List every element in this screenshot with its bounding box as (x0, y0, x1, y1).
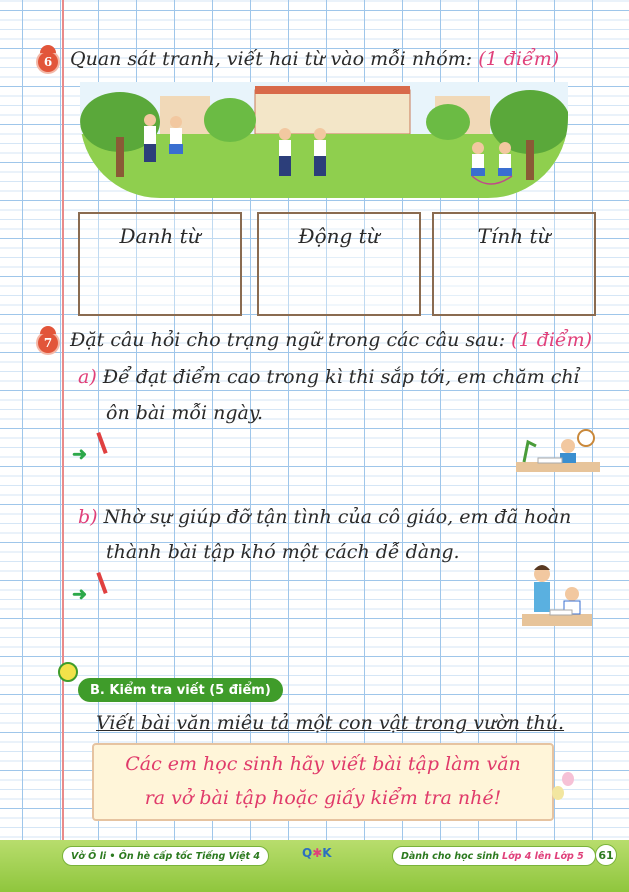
balloon-icon (562, 772, 574, 786)
school-yard-illustration (80, 82, 568, 198)
arrow-right-icon: ➜ (72, 444, 88, 465)
arrow-right-icon: ➜ (72, 584, 88, 605)
studying-boy-illustration (512, 428, 604, 476)
question-6-badge: 6 (38, 52, 58, 72)
footer-audience: Dành cho học sinh Lớp 4 lên Lớp 5 (392, 846, 596, 866)
writing-note (92, 743, 554, 821)
publisher-logo-icon: Q✱K (302, 846, 332, 860)
item-b-line1: b) Nhờ sự giúp đỡ tận tình của cô giáo, em đã hoàn (78, 506, 572, 528)
question-7-badge: 7 (38, 333, 58, 353)
margin-line (62, 0, 64, 850)
balloon-icon (552, 786, 564, 800)
writing-note-line2: ra vở bài tập hoặc giấy kiểm tra nhé! (144, 787, 502, 809)
box-adjective[interactable]: Tính từ (432, 212, 596, 316)
item-b-line2: thành bài tập khó một cách dễ dàng. (106, 541, 460, 563)
section-b-title: B. Kiểm tra viết (5 điểm) (78, 678, 283, 702)
section-b-prompt: Viết bài văn miêu tả một con vật trong vườn thú. (96, 712, 565, 734)
question-7-points: (1 điểm) (511, 329, 593, 351)
question-6-points: (1 điểm) (478, 48, 560, 70)
page-number: 61 (595, 844, 617, 866)
teacher-helping-illustration (520, 562, 594, 630)
section-b-decor-icon (58, 662, 78, 682)
question-7-text: Đặt câu hỏi cho trạng ngữ trong các câu sau: (1 điểm) (70, 329, 593, 351)
item-a-line2: ôn bài mỗi ngày. (106, 402, 264, 424)
pencil-icon (96, 432, 107, 454)
item-a-line1: a) Để đạt điểm cao trong kì thi sắp tới, em chăm chỉ (78, 366, 580, 388)
pencil-icon (96, 572, 107, 594)
question-6-text: Quan sát tranh, viết hai từ vào mỗi nhóm: (1 điểm) (70, 48, 560, 70)
box-noun[interactable]: Danh từ (78, 212, 242, 316)
footer-book-title: Vở Ô li • Ôn hè cấp tốc Tiếng Việt 4 (62, 846, 269, 866)
writing-note-line1: Các em học sinh hãy viết bài tập làm văn (125, 753, 521, 775)
page-footer (0, 840, 629, 892)
box-verb[interactable]: Động từ (257, 212, 421, 316)
